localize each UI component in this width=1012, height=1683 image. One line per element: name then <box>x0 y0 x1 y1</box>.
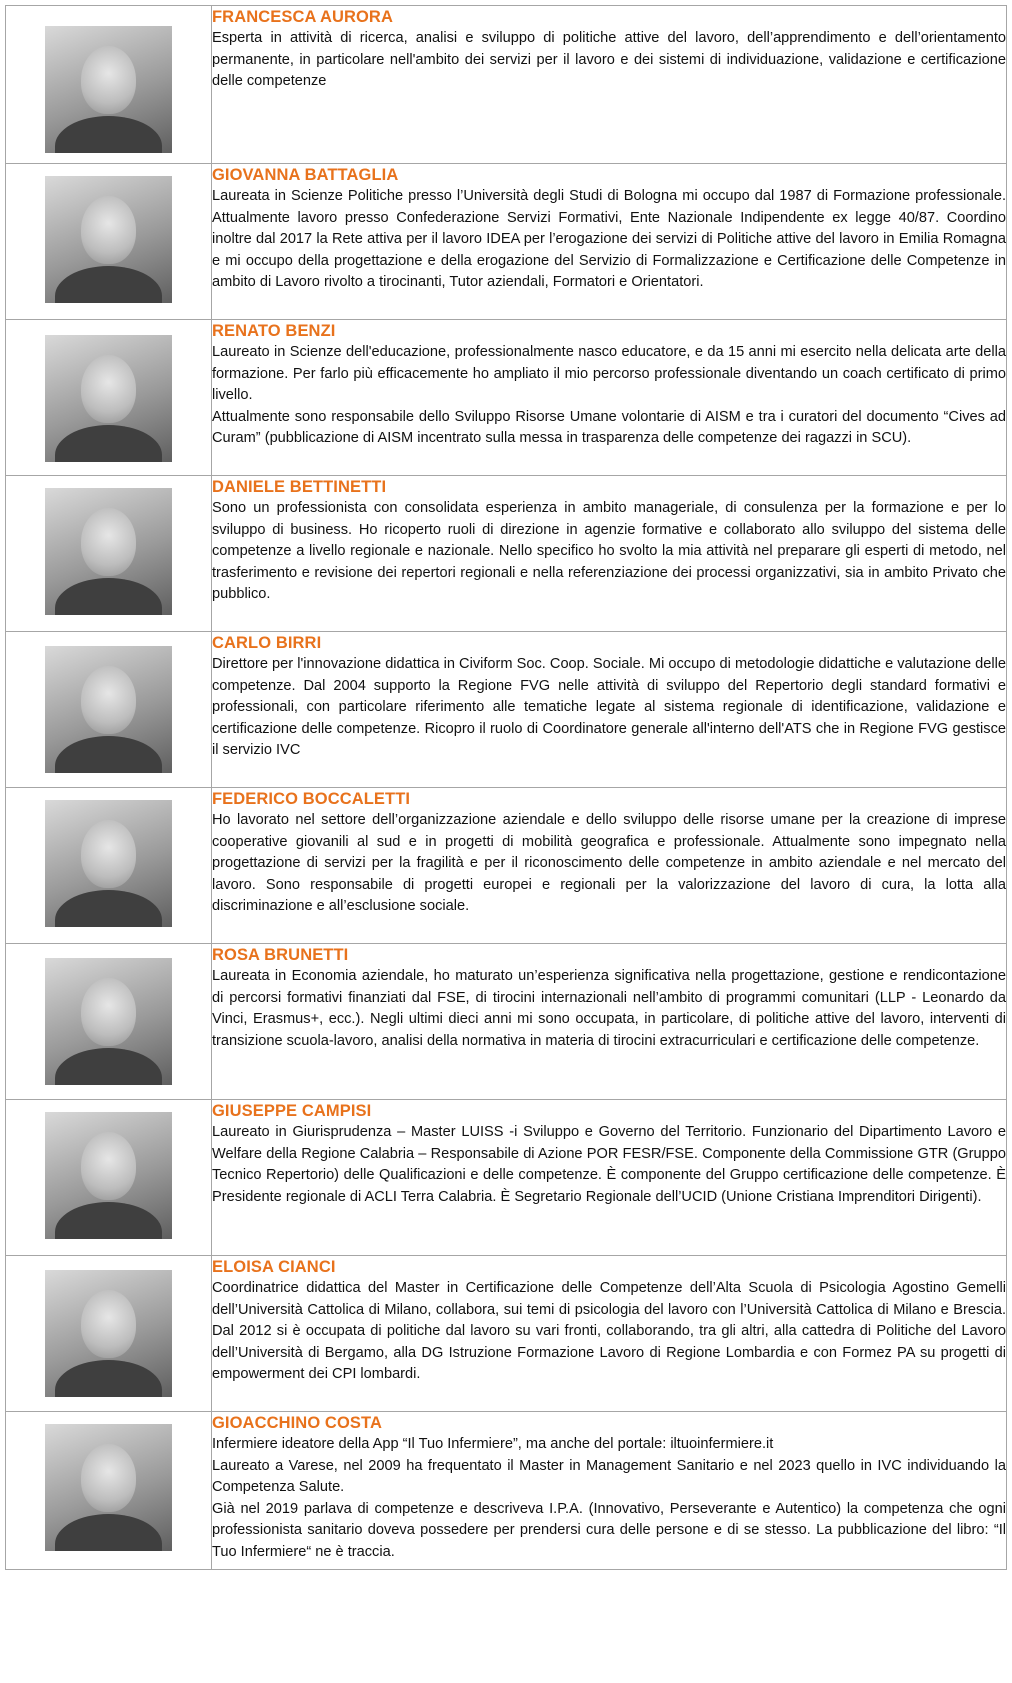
bio-paragraph: Laureato a Varese, nel 2009 ha frequentato il Master in Management Sanitario e nel 2023 quello in IVC individuando la Competenza Salute. <box>212 1457 1006 1496</box>
portrait-shoulders <box>55 1202 162 1239</box>
bio-paragraph: Ho lavorato nel settore dell’organizzazione aziendale e dello sviluppo delle risorse umane per la creazione di imprese cooperative giovanili al sud e in progetti di mobilità geografica e professionale. Attualmente sono impegnato nella progettazione di servizi per la fragilità e per il riconoscimento delle competenze in ambito aziendale e nel mercato del lavoro. Sono responsabile di progetti europei e regionali per la valorizzazione del lavoro di cura, la lotta alla discriminazione e all’esclusione sociale. <box>212 812 1006 915</box>
bio-paragraph: Coordinatrice didattica del Master in Certificazione delle Competenze dell’Alta Scuola di Psicologia Agostino Gemelli dell’Università Cattolica di Milano, collabora, sui temi di psicologia del lavoro con l’Università Cattolica di Milano e Brescia. Dal 2012 si è occupata di politiche dal lavoro su vari fronti, collaborando, tra gli altri, alla cattedra di Politiche del Lavoro dell’Università di Bergamo, alla DG Istruzione Formazione Lavoro di Regione Lombardia e con Formez PA su progetti di empowerment dei CPI lombardi. <box>212 1280 1006 1383</box>
portrait-shoulders <box>55 1048 162 1085</box>
portrait-head <box>81 978 136 1046</box>
bio-row <box>6 320 1007 476</box>
person-name: RENATO BENZI <box>212 322 336 340</box>
photo-cell <box>6 632 212 788</box>
portrait-shoulders <box>55 116 162 153</box>
photo-cell <box>6 164 212 320</box>
bio-text-cell <box>212 1412 1007 1570</box>
portrait-photo <box>45 488 172 615</box>
bio-paragraph: Laureata in Scienze Politiche presso l’Università degli Studi di Bologna mi occupo dal 1987 di Formazione professionale. Attualmente lavoro presso Confederazione Servizi Formativi, Ente Nazionale Indipendente ex legge 40/87. Coordino inoltre dal 2017 la Rete attiva per il lavoro IDEA per l’erogazione dei servizi di Politiche attive del lavoro in Emilia Romagna e mi occupo della progettazione e della erogazione del Servizio di Formalizzazione e Certificazione delle Competenze in ambito di Lavoro rivolto a tirocinanti, Tutor aziendali, Formatori e Orientatori. <box>212 188 1006 291</box>
photo-cell <box>6 1100 212 1256</box>
person-bio <box>212 966 1006 1052</box>
bio-paragraph: Esperta in attività di ricerca, analisi e sviluppo di politiche attive del lavoro, dell’apprendimento e dell’orientamento permanente, in particolare nell'ambito dei servizi per il lavoro e dei sistemi di individuazione, validazione e certificazione delle competenze <box>212 30 1006 90</box>
portrait-photo <box>45 176 172 303</box>
person-bio <box>212 1434 1006 1564</box>
bio-text-cell <box>212 164 1007 320</box>
portrait-head <box>81 1290 136 1358</box>
bio-paragraph: Attualmente sono responsabile dello Sviluppo Risorse Umane volontarie di AISM e tra i curatori del documento “Cives ad Curam” (pubblicazione di AISM incentrato sulla messa in trasparenza delle competenze dei ragazzi in SCU). <box>212 408 1006 447</box>
bio-row <box>6 1256 1007 1412</box>
bio-row <box>6 6 1007 164</box>
biographies-body <box>6 6 1007 1570</box>
bio-paragraph: Laureato in Giurisprudenza – Master LUISS -i Sviluppo e Governo del Territorio. Funzionario del Dipartimento Lavoro e Welfare della Regione Calabria – Responsabile di Azione POR FESR/FSE. Componente della Commissione GTR (Gruppo Tecnico Repertorio) delle Qualificazioni e delle competenze. È componente del Gruppo certificazione delle competenze. È Presidente regionale di ACLI Terra Calabria. È Segretario Regionale dell’UCID (Unione Cristiana Imprenditori Dirigenti). <box>212 1124 1006 1205</box>
bio-text-cell <box>212 476 1007 632</box>
person-bio <box>212 1278 1006 1386</box>
bio-paragraph: Sono un professionista con consolidata esperienza in ambito manageriale, di consulenza per la formazione e per lo sviluppo di business. Ho ricoperto ruoli di direzione in agenzie formative e collaborato allo sviluppo del sistema delle competenze a livello regionale e nazionale. Nello specifico ho svolto la mia attività nel preparare gli esperti di metodo, nel trasferimento e revisione dei repertori regionali e nella referenziazione dei processi organizzativi, sia in ambito Privato che pubblico. <box>212 500 1006 603</box>
portrait-photo <box>45 335 172 462</box>
bio-text-cell <box>212 320 1007 476</box>
bio-row <box>6 632 1007 788</box>
portrait-photo <box>45 1424 172 1551</box>
portrait-shoulders <box>55 266 162 303</box>
person-name: DANIELE BETTINETTI <box>212 478 387 496</box>
bio-text-cell <box>212 1100 1007 1256</box>
portrait-head <box>81 666 136 734</box>
person-name: CARLO BIRRI <box>212 634 322 652</box>
portrait-head <box>81 196 136 264</box>
bio-text-cell <box>212 6 1007 164</box>
portrait-head <box>81 46 136 114</box>
bio-text-cell <box>212 944 1007 1100</box>
portrait-photo <box>45 1112 172 1239</box>
person-bio <box>212 654 1006 762</box>
person-bio <box>212 498 1006 606</box>
person-bio <box>212 342 1006 450</box>
person-name: GIOVANNA BATTAGLIA <box>212 166 399 184</box>
person-name: ROSA BRUNETTI <box>212 946 349 964</box>
bio-text-cell <box>212 632 1007 788</box>
biographies-table <box>5 5 1007 1570</box>
portrait-photo <box>45 1270 172 1397</box>
portrait-head <box>81 355 136 423</box>
photo-cell <box>6 788 212 944</box>
bio-row <box>6 164 1007 320</box>
bio-row <box>6 476 1007 632</box>
portrait-photo <box>45 958 172 1085</box>
bio-paragraph: Laureata in Economia aziendale, ho maturato un’esperienza significativa nella progettazione, gestione e rendicontazione di percorsi formativi finanziati dal FSE, di tirocini internazionali nell’ambito di programmi comunitari (LLP - Leonardo da Vinci, Erasmus+, ecc.). Negli ultimi dieci anni mi sono occupata, in particolare, di politiche attive del lavoro, interventi di transizione scuola-lavoro, analisi della normativa in materia di tirocini extracurriculari e certificazione delle competenze. <box>212 968 1006 1049</box>
photo-cell <box>6 1256 212 1412</box>
person-name: FEDERICO BOCCALETTI <box>212 790 411 808</box>
person-name: ELOISA CIANCI <box>212 1258 336 1276</box>
portrait-shoulders <box>55 425 162 462</box>
portrait-shoulders <box>55 1360 162 1397</box>
portrait-photo <box>45 26 172 153</box>
bio-text-cell <box>212 788 1007 944</box>
person-bio <box>212 1122 1006 1208</box>
person-bio <box>212 186 1006 294</box>
bio-paragraph: Laureato in Scienze dell'educazione, professionalmente nasco educatore, e da 15 anni mi esercito nella delicata arte della formazione. Per farlo più efficacemente ho ampliato il mio percorso professionale diventando un coach certificato di primo livello. <box>212 344 1006 404</box>
portrait-shoulders <box>55 578 162 615</box>
bio-paragraph: Infermiere ideatore della App “Il Tuo Infermiere”, ma anche del portale: iltuoinfermiere.it <box>212 1436 774 1452</box>
person-name: GIOACCHINO COSTA <box>212 1414 382 1432</box>
photo-cell <box>6 476 212 632</box>
bio-row <box>6 1100 1007 1256</box>
photo-cell <box>6 944 212 1100</box>
person-name: FRANCESCA AURORA <box>212 8 393 26</box>
bio-row <box>6 788 1007 944</box>
portrait-head <box>81 1444 136 1512</box>
portrait-head <box>81 820 136 888</box>
portrait-shoulders <box>55 890 162 927</box>
portrait-photo <box>45 646 172 773</box>
bio-text-cell <box>212 1256 1007 1412</box>
person-bio <box>212 810 1006 918</box>
portrait-head <box>81 508 136 576</box>
portrait-photo <box>45 800 172 927</box>
portrait-shoulders <box>55 1514 162 1551</box>
person-bio <box>212 28 1006 93</box>
photo-cell <box>6 320 212 476</box>
bio-paragraph: Direttore per l'innovazione didattica in Civiform Soc. Coop. Sociale. Mi occupo di metodologie didattiche e valutazione delle competenze. Dal 2004 supporto la Regione FVG nelle attività di sviluppo del Repertorio degli standard formativi e professionali, con particolare riferimento alle tematiche legate al sistema regionale di identificazione, validazione e certificazione delle competenze. Ricopro il ruolo di Coordinatore generale all'interno dell'ATS che in Regione FVG gestisce il servizio IVC <box>212 656 1006 759</box>
portrait-head <box>81 1132 136 1200</box>
bio-row <box>6 1412 1007 1570</box>
portrait-shoulders <box>55 736 162 773</box>
photo-cell <box>6 6 212 164</box>
person-name: GIUSEPPE CAMPISI <box>212 1102 372 1120</box>
photo-cell <box>6 1412 212 1570</box>
bio-row <box>6 944 1007 1100</box>
bio-paragraph: Già nel 2019 parlava di competenze e descriveva I.P.A. (Innovativo, Perseverante e Autentico) la competenza che ogni professionista sanitario doveva possedere per prendersi cura delle persone e di se stesso. La pubblicazione del libro: “Il Tuo Infermiere“ ne è traccia. <box>212 1500 1006 1560</box>
